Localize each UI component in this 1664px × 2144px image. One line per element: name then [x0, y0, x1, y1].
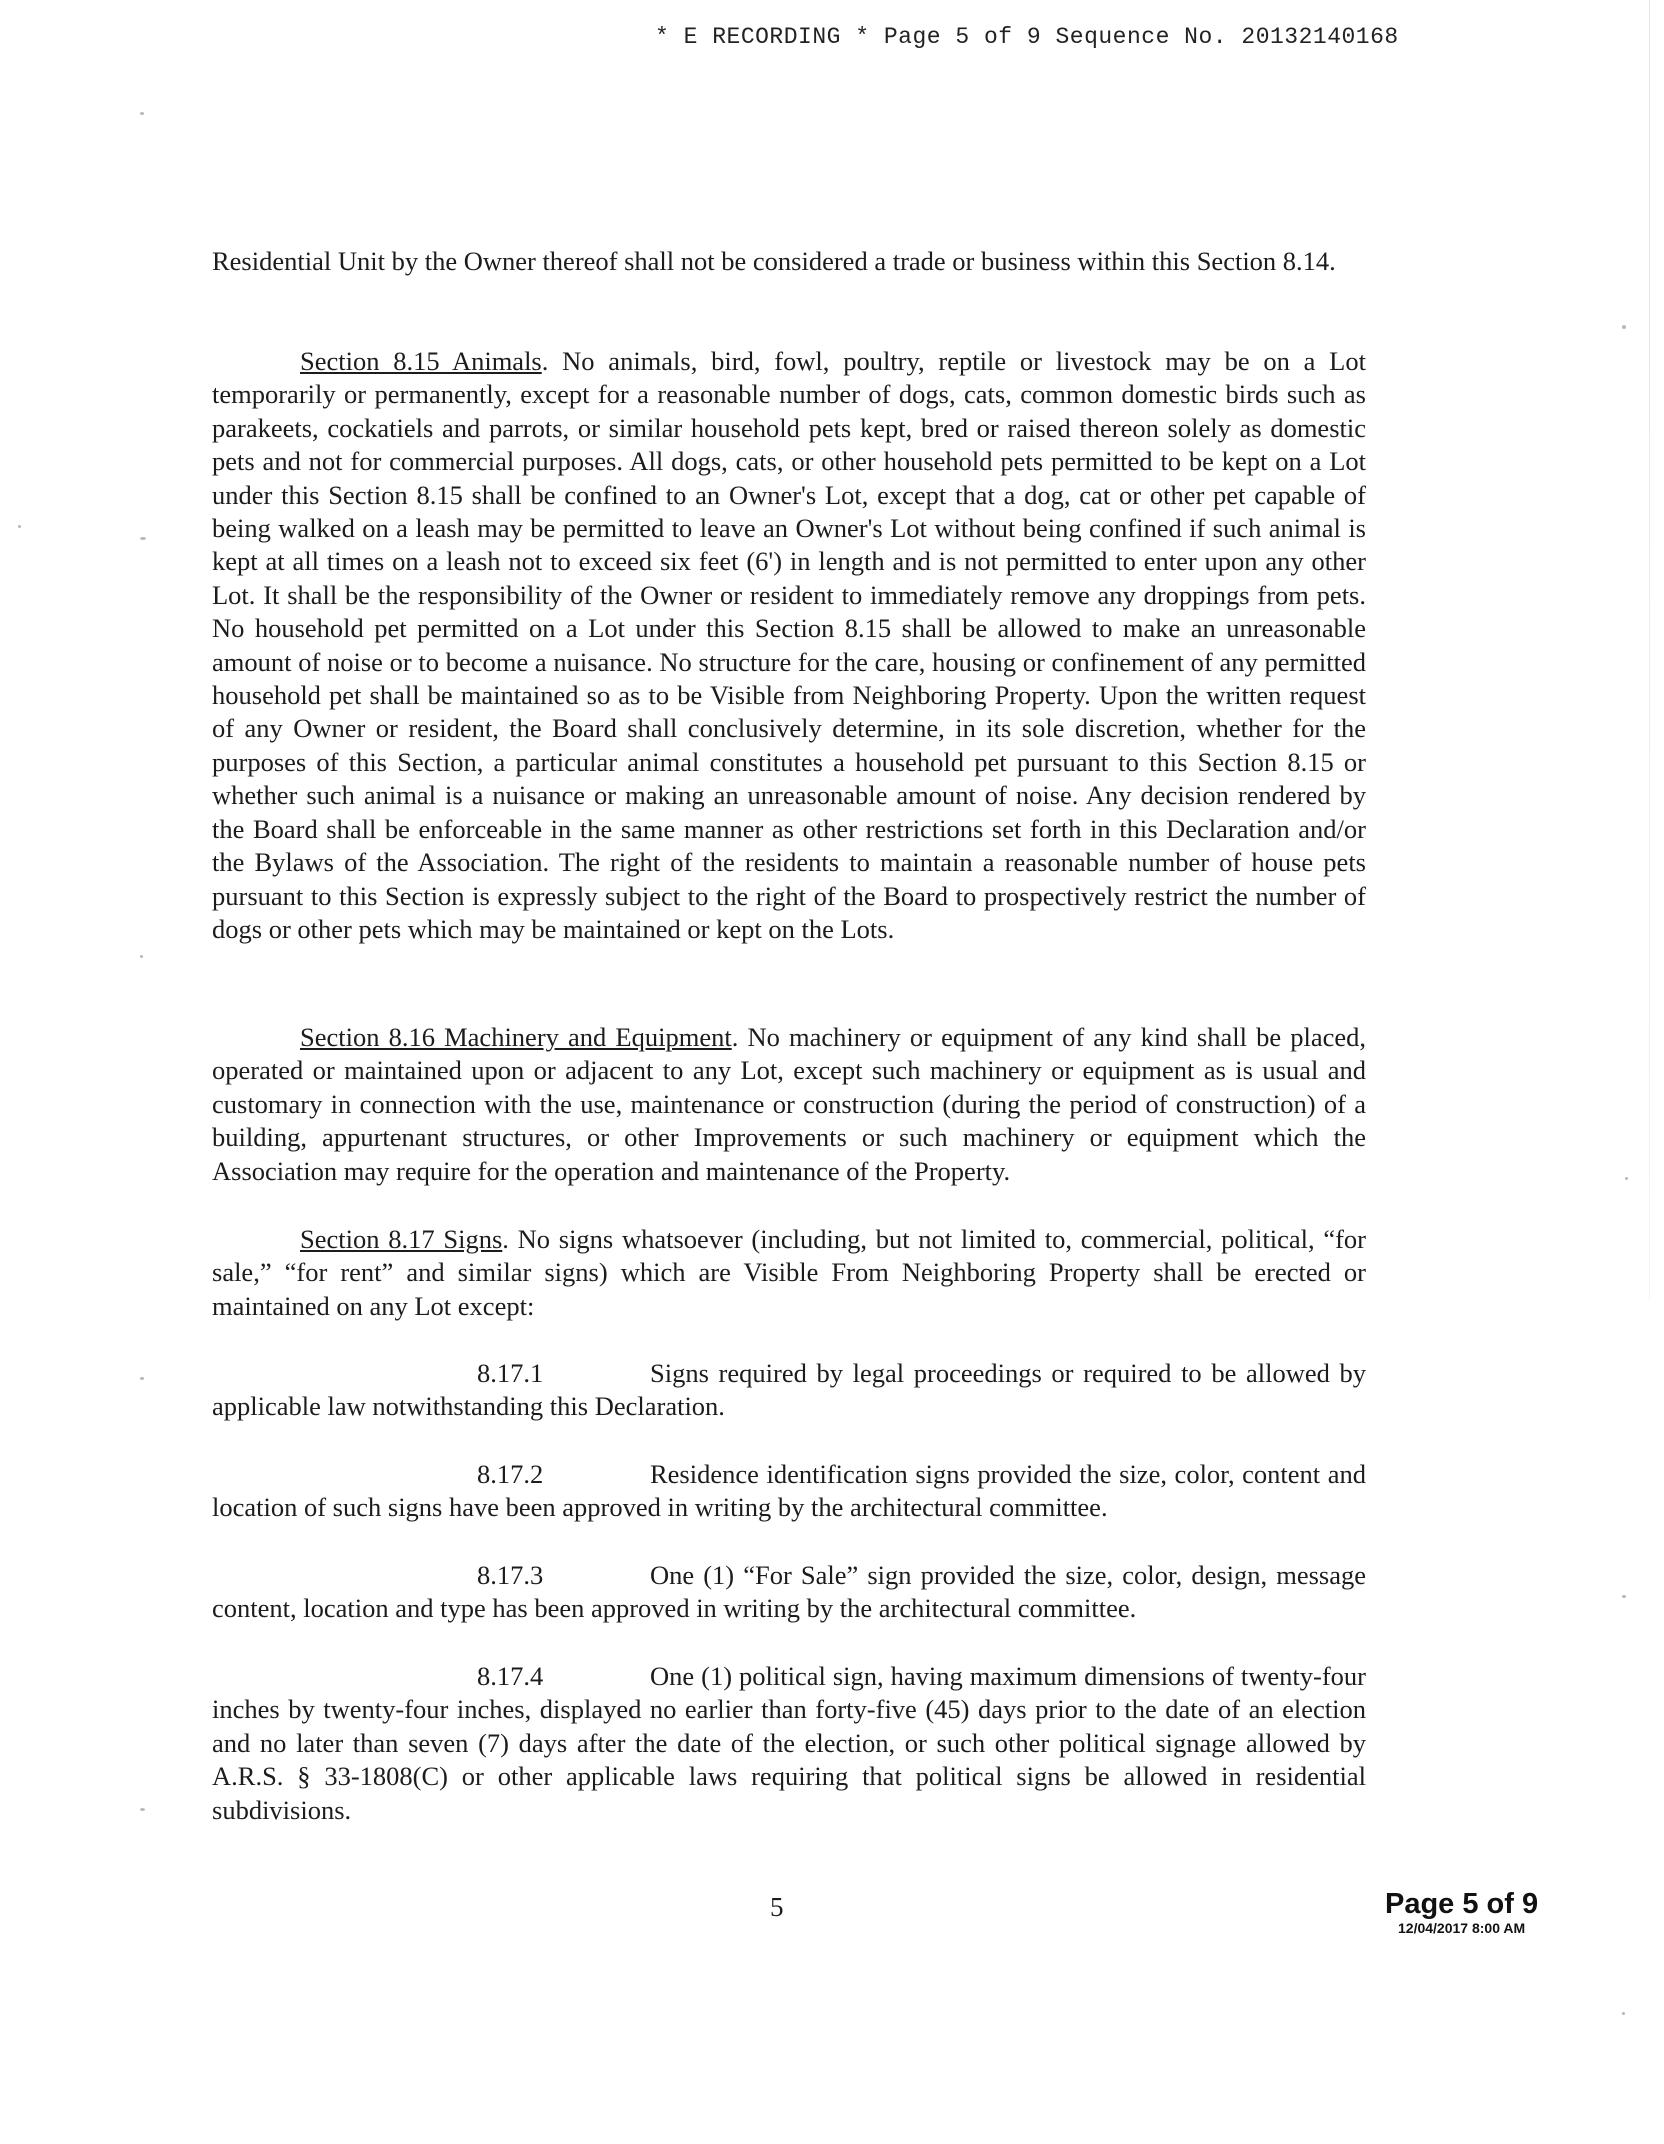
section-8-15: [212, 345, 1366, 946]
scan-speck: [140, 1377, 144, 1380]
scan-speck: [1622, 325, 1626, 329]
scan-speck: [140, 955, 143, 958]
subsection-number: 8.17.2: [477, 1459, 544, 1489]
subsection-number: 8.17.1: [477, 1358, 544, 1388]
subsection-number: 8.17.3: [477, 1560, 544, 1590]
scan-speck: [1622, 1595, 1626, 1598]
section-8-15-heading: Section 8.15 Animals: [300, 346, 542, 376]
scan-speck: [140, 112, 144, 115]
scan-speck: [140, 537, 146, 540]
section-8-17-text: . No signs whatsoever (including, but not limited to, commercial, political, “for sale,” “for rent” and similar signs) which are Visible From Neighboring Property shall be erected or maintained on any Lot except:: [212, 1224, 1366, 1321]
subsection-text: Residence identification signs provided the size, color, content and location of such signs have been approved in writing by the architectural committee.: [212, 1459, 1366, 1523]
scan-speck: [1625, 1177, 1628, 1180]
subsection-text: One (1) “For Sale” sign provided the size, color, design, message content, location and type has been approved in writing by the architectural committee.: [212, 1560, 1366, 1624]
subsection-number: 8.17.4: [477, 1661, 544, 1691]
page-number: 5: [770, 1892, 784, 1922]
section-8-17-heading: Section 8.17 Signs: [300, 1224, 503, 1254]
section-8-16-heading: Section 8.16 Machinery and Equipment: [300, 1022, 732, 1052]
subsection-8-17-2: [212, 1458, 1366, 1525]
scan-edge-line: [1649, 0, 1650, 1300]
subsection-text: One (1) political sign, having maximum dimensions of twenty-four inches by twenty-four inches, displayed no earlier than forty-five (45) days prior to the date of an election and no later than seven (7) days after the date of the election, or such other political signage allowed by A.R.S. § 33-1808(C) or other applicable laws requiring that political signs be allowed in residential subdivisions.: [212, 1661, 1366, 1825]
stamp-datetime: 12/04/2017 8:00 AM: [1398, 1920, 1526, 1936]
section-8-17: [212, 1223, 1366, 1323]
scan-speck: [1622, 2012, 1625, 2015]
subsection-8-17-4: [212, 1660, 1366, 1827]
section-8-16-text: . No machinery or equipment of any kind shall be placed, operated or maintained upon or adjacent to any Lot, except such machinery or equipment as is usual and customary in connection with the use, maintenance or construction (during the period of construction) of a building, appurtenant structures, or other Improvements or such machinery or equipment which the Association may require for the operation and maintenance of the Property.: [212, 1022, 1366, 1186]
recording-stamp: * E RECORDING * Page 5 of 9 Sequence No. 20132140168: [655, 24, 1399, 50]
section-8-16: [212, 1021, 1366, 1188]
section-8-15-text: . No animals, bird, fowl, poultry, reptile or livestock may be on a Lot temporarily or permanently, except for a reasonable number of dogs, cats, common domestic birds such as parakeets, cockatiels and parrots, or similar household pets kept, bred or raised thereon solely as domestic pets and not for commercial purposes. All dogs, cats, or other household pets permitted to be kept on a Lot under this Section 8.15 shall be confined to an Owner's Lot, except that a dog, cat or other pet capable of being walked on a leash may be permitted to leave an Owner's Lot without being confined if such animal is kept at all times on a leash not to exceed six feet (6') in length and is not permitted to enter upon any other Lot. It shall be the responsibility of the Owner or resident to immediately remove any droppings from pets. No household pet permitted on a Lot under this Section 8.15 shall be allowed to make an unreasonable amount of noise or to become a nuisance. No structure for the care, housing or confinement of any permitted household pet shall be maintained so as to be Visible from Neighboring Property. Upon the written request of any Owner or resident, the Board shall conclusively determine, in its sole discretion, whether for the purposes of this Section, a particular animal constitutes a household pet pursuant to this Section 8.15 or whether such animal is a nuisance or making an unreasonable amount of noise. Any decision rendered by the Board shall be enforceable in the same manner as other restrictions set forth in this Declaration and/or the Bylaws of the Association. The right of the residents to maintain a reasonable number of house pets pursuant to this Section is expressly subject to the right of the Board to prospectively restrict the number of dogs or other pets which may be maintained or kept on the Lots.: [212, 346, 1366, 944]
scan-speck: [18, 525, 21, 528]
subsection-text: Signs required by legal proceedings or required to be allowed by applicable law notwithstanding this Declaration.: [212, 1358, 1366, 1422]
subsection-8-17-3: [212, 1559, 1366, 1626]
scan-speck: [140, 1808, 145, 1811]
subsection-8-17-1: [212, 1357, 1366, 1424]
page-count-stamp: [1385, 1888, 1538, 1936]
continuation-paragraph: [212, 245, 1366, 278]
continuation-text: Residential Unit by the Owner thereof shall not be considered a trade or business within this Section 8.14.: [212, 246, 1336, 276]
page-stamp-label: Page 5 of 9: [1385, 1888, 1539, 1920]
